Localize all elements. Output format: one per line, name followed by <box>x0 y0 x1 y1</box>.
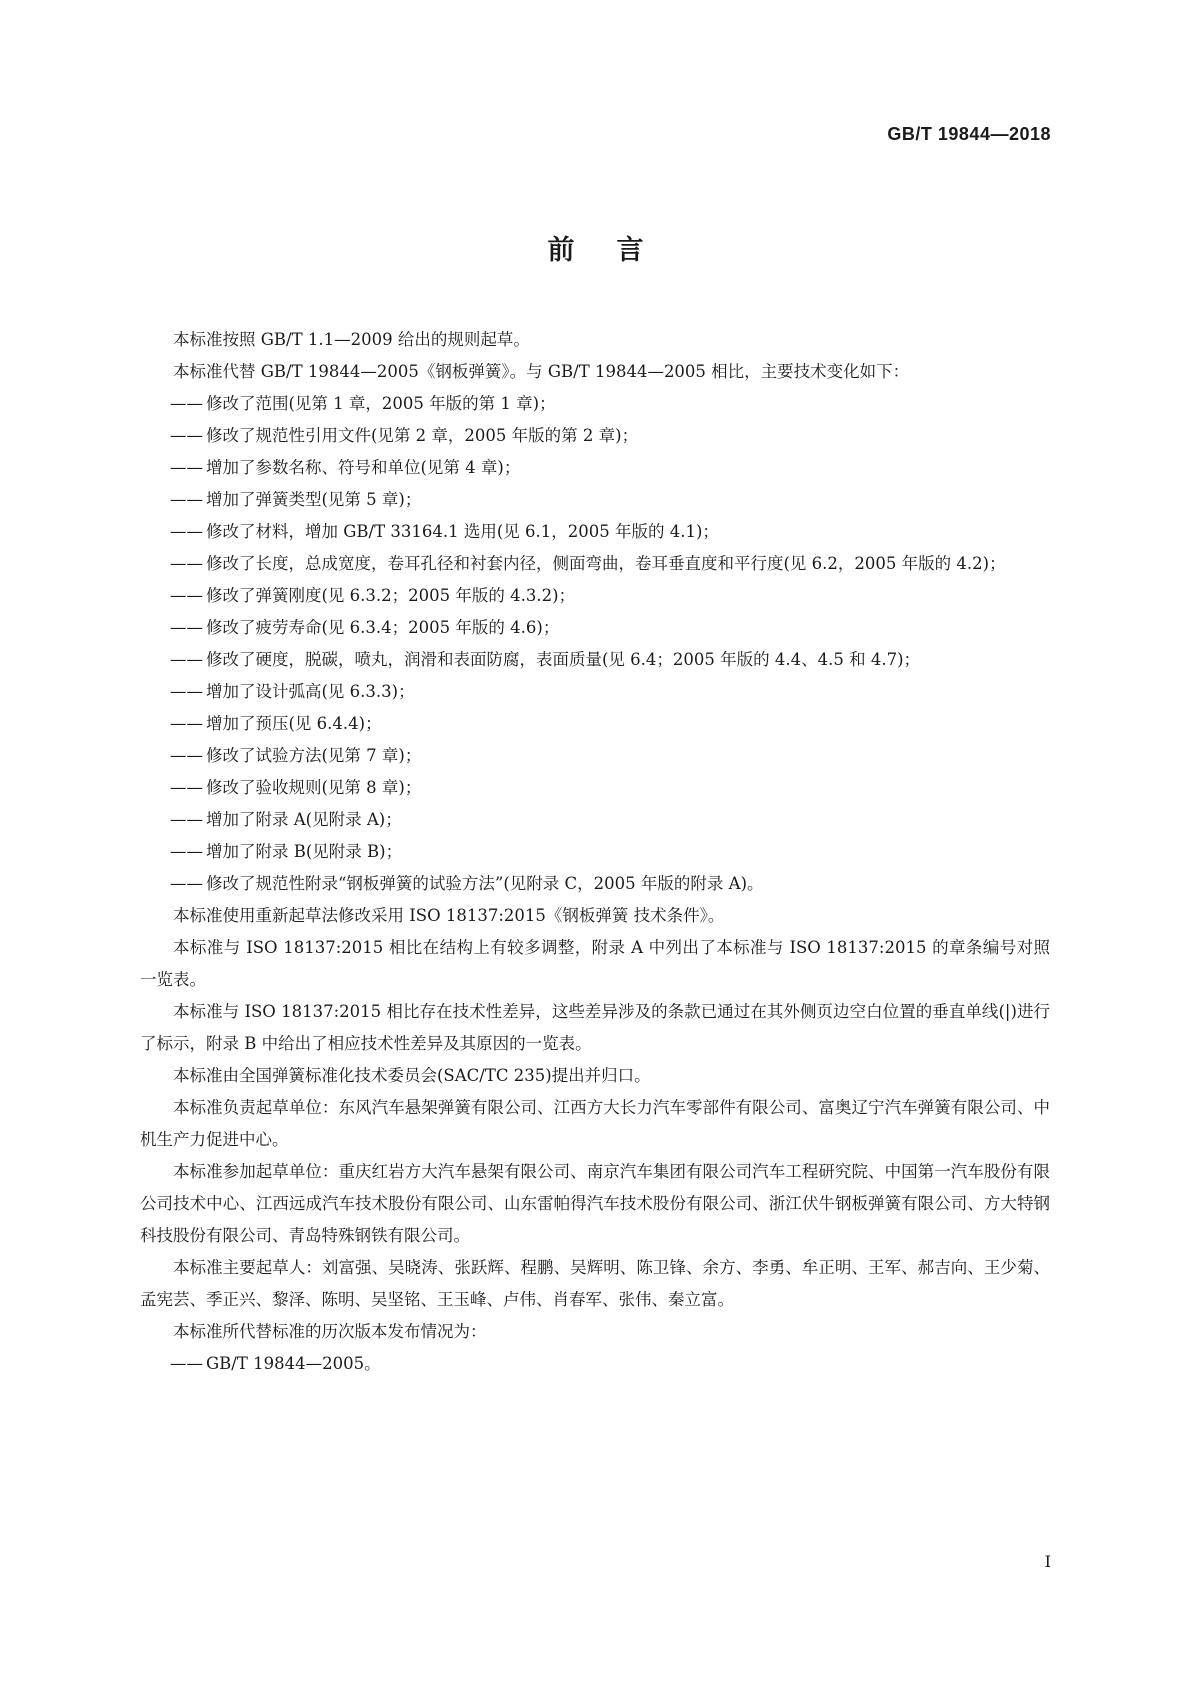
list-item: —— 增加了弹簧类型(见第 5 章)； <box>140 484 1050 516</box>
dash-mark: —— <box>170 778 203 797</box>
paragraph-drafting-rules: 本标准按照 GB/T 1.1—2009 给出的规则起草。 <box>173 330 530 349</box>
dash-mark: —— <box>170 874 203 893</box>
dash-mark: —— <box>170 810 203 829</box>
list-item: —— 修改了试验方法(见第 7 章)； <box>140 740 1050 772</box>
list-item: —— 修改了硬度，脱碳，喷丸，润滑和表面防腐，表面质量(见 6.4；2005 年版的 4.4、4.5 和 4.7)； <box>140 644 1050 676</box>
list-item: —— 修改了规范性附录“钢板弹簧的试验方法”(见附录 C，2005 年版的附录 A)。 <box>140 868 1050 900</box>
list-item: —— 修改了弹簧刚度(见 6.3.2；2005 年版的 4.3.2)； <box>140 580 1050 612</box>
paragraph-technical-diff: 本标准与 ISO 18137:2015 相比存在技术性差异，这些差异涉及的条款已通过在其外侧页边空白位置的垂直单线(|)进行了标示，附录 B 中给出了相应技术性差异及其原因的一览表。 <box>140 1002 1050 1053</box>
dash-mark: —— <box>170 394 203 413</box>
foreword-body <box>140 324 1050 1380</box>
dash-mark: —— <box>170 682 203 701</box>
list-item: —— 修改了材料，增加 GB/T 33164.1 选用(见 6.1，2005 年版的 4.1)； <box>140 516 1050 548</box>
list-item: —— 增加了设计弧高(见 6.3.3)； <box>140 676 1050 708</box>
page-title: 前言 <box>547 235 686 266</box>
list-item: —— 增加了预压(见 6.4.4)； <box>140 708 1050 740</box>
dash-mark: —— <box>170 554 203 573</box>
paragraph-adoption: 本标准使用重新起草法修改采用 ISO 18137:2015《钢板弹簧 技术条件》。 <box>173 906 725 925</box>
standard-number: GB/T 19844—2018 <box>887 124 1051 144</box>
paragraph-replacement: 本标准代替 GB/T 19844—2005《钢板弹簧》。与 GB/T 19844—2005 相比，主要技术变化如下： <box>173 362 910 381</box>
paragraph-drafters: 本标准主要起草人：刘富强、吴晓涛、张跃辉、程鹏、吴辉明、陈卫锋、余方、李勇、牟正明、王军、郝吉向、王少菊、孟宪芸、季正兴、黎泽、陈明、吴坚铭、王玉峰、卢伟、肖春军、张伟、秦立富。 <box>140 1258 1050 1309</box>
dash-mark: —— <box>170 746 203 765</box>
dash-mark: —— <box>170 1354 203 1373</box>
paragraph-committee: 本标准由全国弹簧标准化技术委员会(SAC/TC 235)提出并归口。 <box>173 1066 651 1085</box>
dash-mark: —— <box>170 714 203 733</box>
dash-mark: —— <box>170 426 203 445</box>
page-number: I <box>1044 1552 1051 1571</box>
dash-mark: —— <box>170 458 203 477</box>
list-item: —— 增加了附录 A(见附录 A)； <box>140 804 1050 836</box>
list-item: —— 修改了验收规则(见第 8 章)； <box>140 772 1050 804</box>
changes-list <box>140 388 1050 900</box>
list-item: —— 修改了规范性引用文件(见第 2 章，2005 年版的第 2 章)； <box>140 420 1050 452</box>
dash-mark: —— <box>170 842 203 861</box>
list-item: —— 修改了范围(见第 1 章，2005 年版的第 1 章)； <box>140 388 1050 420</box>
list-item: —— 增加了附录 B(见附录 B)； <box>140 836 1050 868</box>
paragraph-participating-drafters: 本标准参加起草单位：重庆红岩方大汽车悬架有限公司、南京汽车集团有限公司汽车工程研究院、中国第一汽车股份有限公司技术中心、江西远成汽车技术股份有限公司、山东雷帕得汽车技术股份有限公司、浙江伏牛钢板弹簧有限公司、方大特钢科技股份有限公司、青岛特殊钢铁有限公司。 <box>140 1162 1050 1245</box>
list-item: —— 修改了疲劳寿命(见 6.3.4；2005 年版的 4.6)； <box>140 612 1050 644</box>
paragraph-lead-drafters: 本标准负责起草单位：东风汽车悬架弹簧有限公司、江西方大长力汽车零部件有限公司、富奥辽宁汽车弹簧有限公司、中机生产力促进中心。 <box>140 1098 1050 1149</box>
dash-mark: —— <box>170 586 203 605</box>
dash-mark: —— <box>170 650 203 669</box>
dash-mark: —— <box>170 490 203 509</box>
previous-version-item: —— GB/T 19844—2005。 <box>140 1348 1050 1380</box>
paragraph-structure-diff: 本标准与 ISO 18137:2015 相比在结构上有较多调整，附录 A 中列出了本标准与 ISO 18137:2015 的章条编号对照一览表。 <box>140 938 1050 989</box>
list-item: —— 修改了长度，总成宽度，卷耳孔径和衬套内径，侧面弯曲，卷耳垂直度和平行度(见 6.2，2005 年版的 4.2)； <box>140 548 1050 580</box>
paragraph-previous-versions: 本标准所代替标准的历次版本发布情况为： <box>173 1322 487 1341</box>
dash-mark: —— <box>170 618 203 637</box>
dash-mark: —— <box>170 522 203 541</box>
list-item: —— 增加了参数名称、符号和单位(见第 4 章)； <box>140 452 1050 484</box>
